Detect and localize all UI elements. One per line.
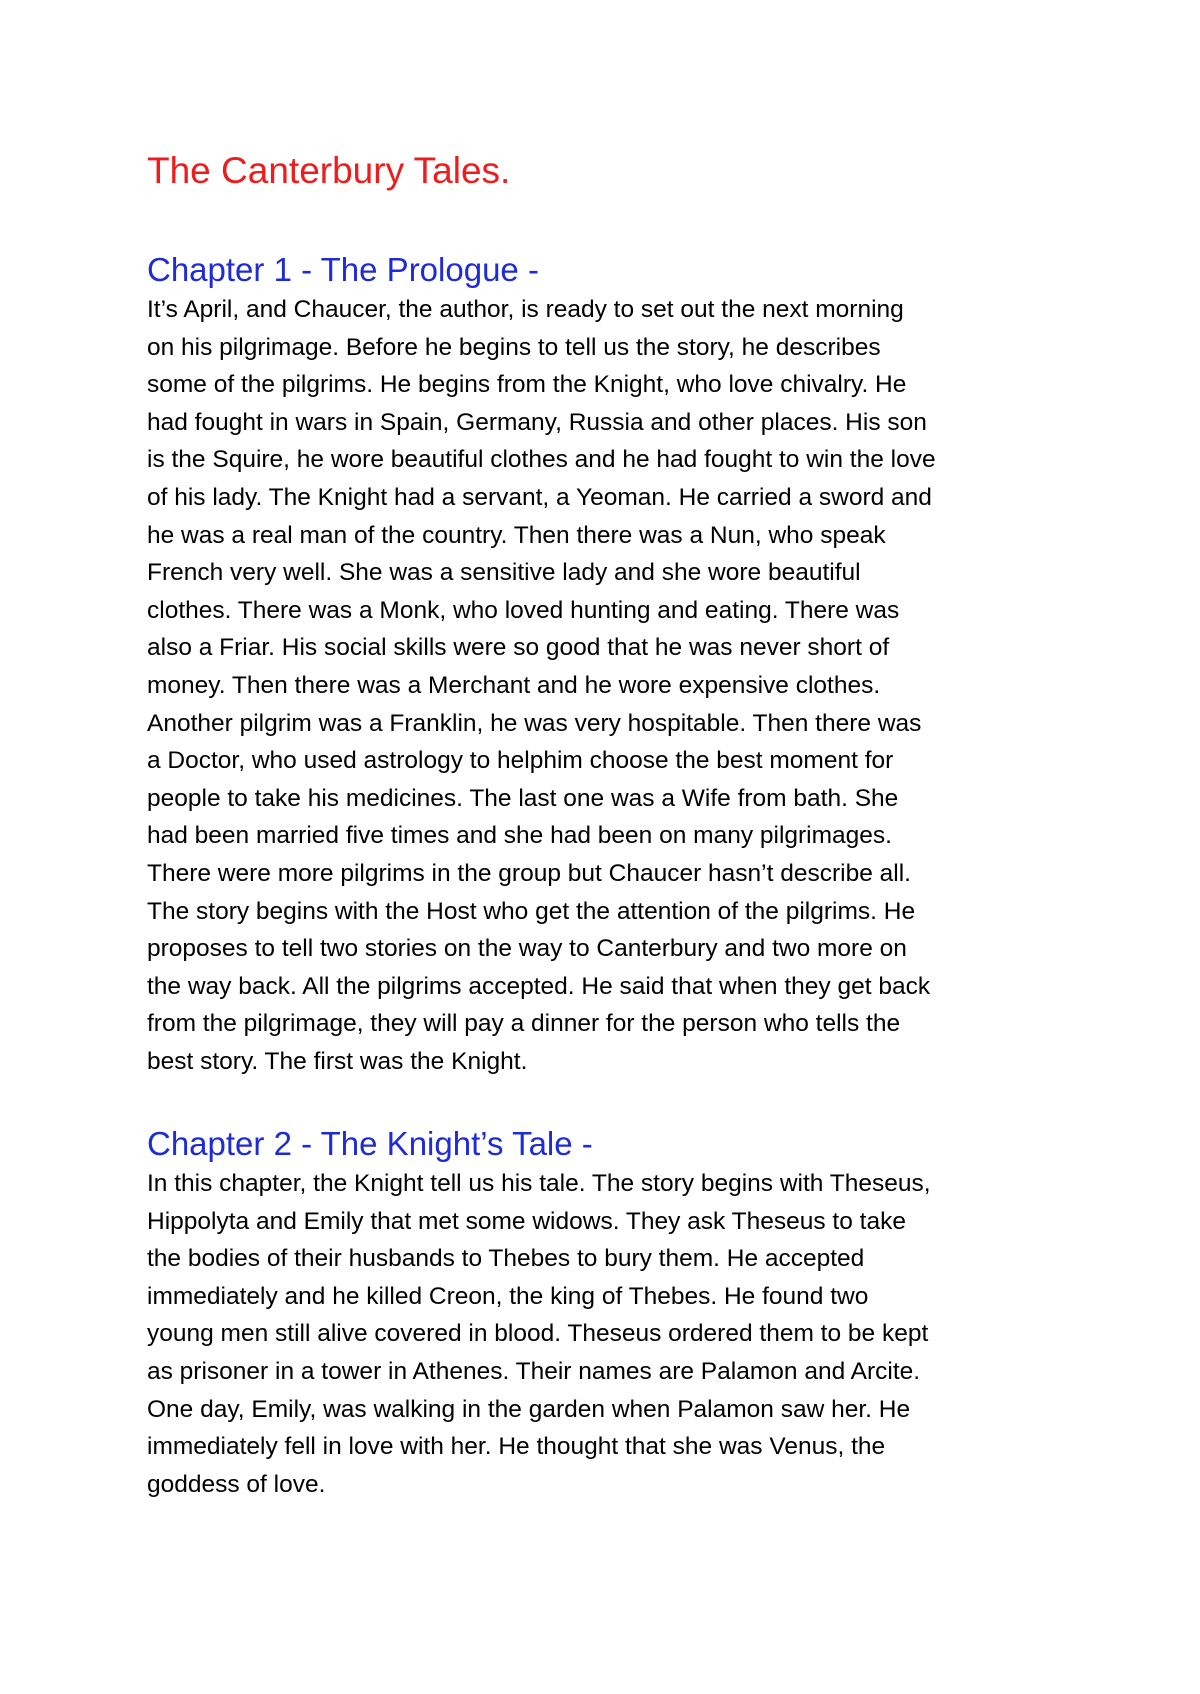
- chapter-1-line: of his lady. The Knight had a servant, a Yeoman. He carried a sword and: [147, 483, 932, 511]
- chapter-2-line: Hippolyta and Emily that met some widows. They ask Theseus to take: [147, 1207, 906, 1235]
- chapter-1-line: some of the pilgrims. He begins from the Knight, who love chivalry. He: [147, 371, 907, 399]
- chapter-1-line: also a Friar. His social skills were so good that he was never short of: [147, 634, 890, 662]
- chapter-1-line: on his pilgrimage. Before he begins to tell us the story, he describes: [147, 333, 881, 361]
- chapter-1-line: the way back. All the pilgrims accepted. He said that when they get back: [147, 972, 931, 1000]
- chapter-2-line: One day, Emily, was walking in the garden when Palamon saw her. He: [147, 1395, 911, 1423]
- chapter-1-line: French very well. She was a sensitive lady and she wore beautiful: [147, 559, 861, 587]
- chapter-1-line: is the Squire, he wore beautiful clothes and he had fought to win the love: [147, 446, 936, 474]
- chapter-2-body: [147, 1165, 1087, 1503]
- chapter-1-heading: Chapter 1 - The Prologue -: [147, 251, 539, 288]
- chapter-1-line: clothes. There was a Monk, who loved hunting and eating. There was: [147, 596, 900, 624]
- chapter-1-line: a Doctor, who used astrology to helphim choose the best moment for: [147, 747, 894, 775]
- chapter-1-line: from the pilgrimage, they will pay a dinner for the person who tells the: [147, 1010, 901, 1038]
- chapter-1-line: Another pilgrim was a Franklin, he was very hospitable. Then there was: [147, 709, 922, 737]
- chapter-1-line: proposes to tell two stories on the way to Canterbury and two more on: [147, 935, 907, 963]
- chapter-1-line: The story begins with the Host who get the attention of the pilgrims. He: [147, 897, 916, 925]
- chapter-2-line: the bodies of their husbands to Thebes to bury them. He accepted: [147, 1245, 865, 1273]
- chapter-1-line: It’s April, and Chaucer, the author, is ready to set out the next morning: [147, 296, 904, 323]
- chapter-1-line: There were more pilgrims in the group but Chaucer hasn’t describe all.: [147, 859, 911, 887]
- chapter-2-section: [147, 1124, 1087, 1503]
- chapter-2-line: immediately and he killed Creon, the king of Thebes. He found two: [147, 1282, 869, 1310]
- chapter-2-heading: Chapter 2 - The Knight’s Tale -: [147, 1125, 593, 1162]
- chapter-1-line: had fought in wars in Spain, Germany, Russia and other places. His son: [147, 408, 927, 436]
- chapter-2-line: young men still alive covered in blood. Theseus ordered them to be kept: [147, 1320, 929, 1348]
- chapter-2-line: In this chapter, the Knight tell us his tale. The story begins with Theseus,: [147, 1170, 931, 1197]
- chapter-2-line: immediately fell in love with her. He thought that she was Venus, the: [147, 1433, 886, 1461]
- chapter-1-line: money. Then there was a Merchant and he wore expensive clothes.: [147, 671, 881, 699]
- chapter-1-section: [147, 250, 1087, 1080]
- chapter-1-body: [147, 291, 1087, 1080]
- chapter-2-line: goddess of love.: [147, 1470, 326, 1498]
- chapter-1-line: had been married five times and she had been on many pilgrimages.: [147, 822, 892, 850]
- chapter-2-line: as prisoner in a tower in Athenes. Their names are Palamon and Arcite.: [147, 1357, 921, 1385]
- chapter-1-line: people to take his medicines. The last one was a Wife from bath. She: [147, 784, 899, 812]
- chapter-1-line: he was a real man of the country. Then there was a Nun, who speak: [147, 521, 886, 549]
- chapter-1-line: best story. The first was the Knight.: [147, 1047, 528, 1075]
- document-title: The Canterbury Tales.: [147, 150, 511, 191]
